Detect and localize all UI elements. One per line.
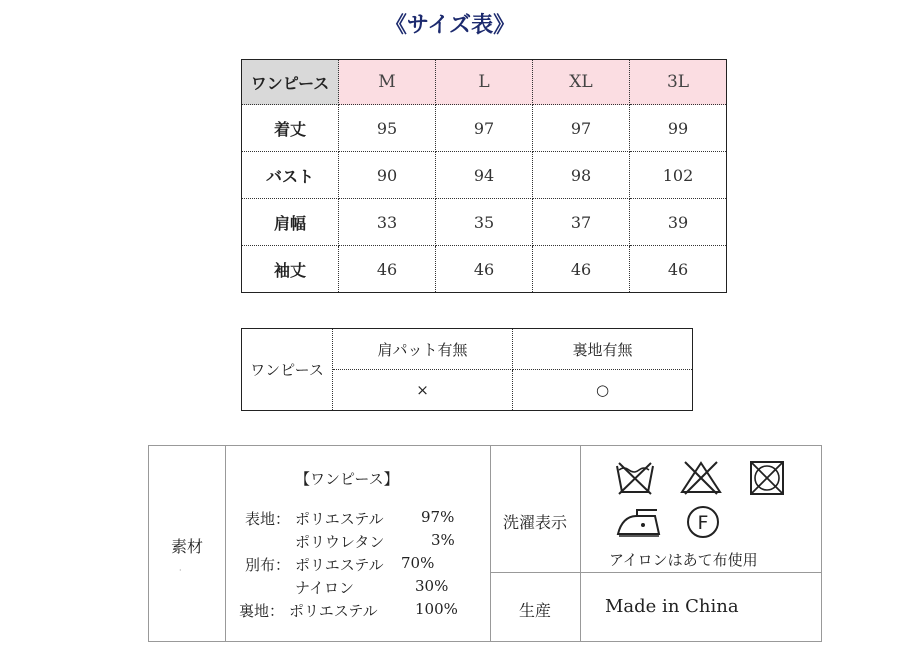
composition-fiber: ポリウレタン bbox=[295, 533, 385, 551]
wash-label: 洗濯表示 bbox=[502, 513, 567, 532]
row-label: 着丈 bbox=[242, 105, 339, 152]
size-header-row bbox=[242, 60, 727, 105]
table-row bbox=[242, 199, 727, 246]
page-title: 《サイズ表》 bbox=[384, 12, 516, 38]
size-header-3l: 3L bbox=[630, 60, 727, 105]
shoulder-pad-header: 肩パット有無 bbox=[333, 329, 513, 370]
table-cell: 102 bbox=[630, 152, 727, 199]
table-cell: 95 bbox=[339, 105, 436, 152]
composition-part: 表地： bbox=[245, 510, 291, 528]
material-heading: 【ワンピース】 bbox=[295, 470, 399, 488]
row-label: 肩幅 bbox=[242, 199, 339, 246]
table-row bbox=[242, 329, 693, 370]
table-cell: 97 bbox=[436, 105, 533, 152]
no-tumble-dry-icon bbox=[749, 460, 785, 496]
size-header-xl: XL bbox=[533, 60, 630, 105]
table-cell: 97 bbox=[533, 105, 630, 152]
table-cell: 90 bbox=[339, 152, 436, 199]
dry-clean-letter: F bbox=[697, 512, 709, 534]
lining-value: ○ bbox=[513, 370, 693, 411]
garment-label: ワンピース bbox=[242, 329, 333, 411]
iron-note: アイロンはあて布使用 bbox=[609, 551, 758, 569]
composition-percent: 100% bbox=[415, 600, 458, 618]
no-wash-icon bbox=[615, 460, 655, 496]
composition-part: 別布： bbox=[245, 556, 291, 574]
table-cell: 46 bbox=[630, 246, 727, 293]
composition-fiber: ポリエステル bbox=[295, 556, 384, 574]
table-cell: 35 bbox=[436, 199, 533, 246]
table-cell: 99 bbox=[630, 105, 727, 152]
table-cell: 46 bbox=[436, 246, 533, 293]
composition-fiber: ポリエステル bbox=[295, 510, 384, 528]
garment-label: ワンピース bbox=[242, 60, 339, 105]
pad-lining-table bbox=[241, 328, 693, 411]
material-care-box bbox=[148, 445, 822, 642]
dot-mark: · bbox=[179, 566, 182, 575]
composition-part: 裏地： bbox=[239, 602, 285, 620]
composition-percent: 3% bbox=[431, 531, 455, 549]
divider bbox=[225, 446, 226, 641]
table-cell: 46 bbox=[339, 246, 436, 293]
size-header-l: L bbox=[436, 60, 533, 105]
divider bbox=[490, 572, 821, 573]
row-label: バスト bbox=[242, 152, 339, 199]
table-cell: 39 bbox=[630, 199, 727, 246]
composition-percent: 30% bbox=[415, 577, 449, 595]
dry-clean-icon bbox=[685, 504, 721, 540]
size-header-m: M bbox=[339, 60, 436, 105]
composition-percent: 70% bbox=[401, 554, 435, 572]
shoulder-pad-value: × bbox=[333, 370, 513, 411]
composition-fiber: ナイロン bbox=[295, 579, 354, 597]
table-row bbox=[242, 246, 727, 293]
table-cell: 94 bbox=[436, 152, 533, 199]
table-row bbox=[242, 105, 727, 152]
material-label: 素材 bbox=[170, 537, 203, 556]
production-label: 生産 bbox=[518, 601, 551, 620]
table-cell: 33 bbox=[339, 199, 436, 246]
production-value: Made in China bbox=[605, 596, 739, 617]
table-row bbox=[242, 152, 727, 199]
composition-fiber: ポリエステル bbox=[289, 602, 378, 620]
divider bbox=[580, 446, 581, 641]
size-table bbox=[241, 59, 727, 293]
table-cell: 98 bbox=[533, 152, 630, 199]
row-label: 袖丈 bbox=[242, 246, 339, 293]
iron-icon bbox=[615, 506, 663, 538]
table-cell: 46 bbox=[533, 246, 630, 293]
no-bleach-icon bbox=[679, 460, 723, 496]
lining-header: 裏地有無 bbox=[513, 329, 693, 370]
composition-percent: 97% bbox=[421, 508, 455, 526]
table-cell: 37 bbox=[533, 199, 630, 246]
